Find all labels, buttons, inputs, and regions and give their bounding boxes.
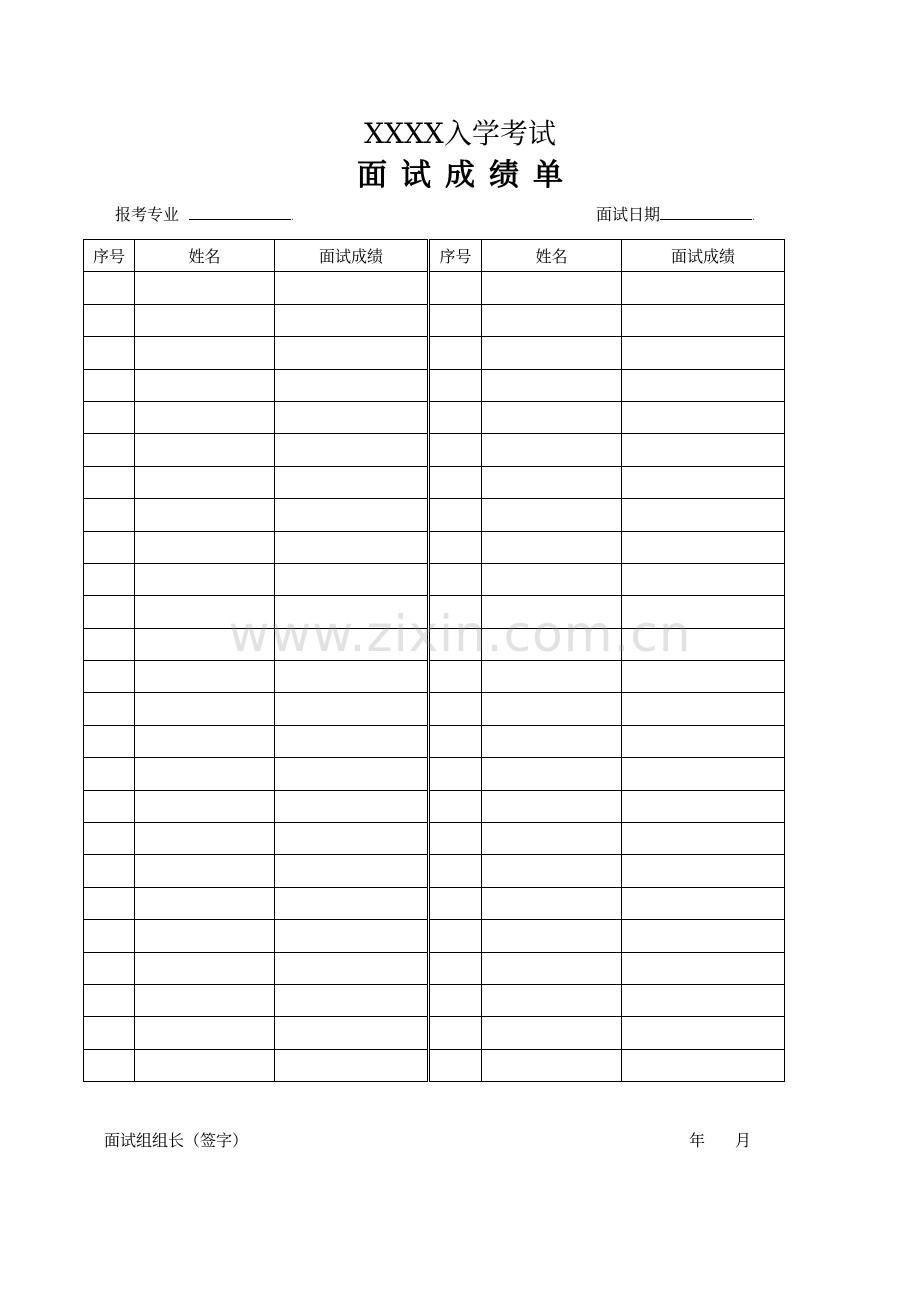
score-cell[interactable] — [622, 952, 785, 984]
name-cell[interactable] — [135, 1049, 275, 1081]
table-row — [430, 725, 785, 757]
serial-cell[interactable] — [430, 661, 482, 693]
leader-signature-label: 面试组组长（签字） — [104, 1131, 249, 1150]
serial-cell[interactable] — [84, 337, 135, 369]
name-cell[interactable] — [135, 401, 275, 433]
month-label: 月 — [735, 1131, 752, 1150]
table-row — [430, 1017, 785, 1049]
name-cell[interactable] — [135, 855, 275, 887]
table-row — [430, 984, 785, 1016]
table-row — [430, 369, 785, 401]
serial-cell[interactable] — [430, 693, 482, 725]
serial-cell[interactable] — [84, 952, 135, 984]
score-cell[interactable] — [275, 920, 428, 952]
score-cell[interactable] — [275, 304, 428, 336]
serial-cell[interactable] — [84, 531, 135, 563]
serial-cell[interactable] — [84, 887, 135, 919]
header-name: 姓名 — [482, 240, 622, 272]
serial-cell[interactable] — [430, 304, 482, 336]
serial-cell[interactable] — [84, 1049, 135, 1081]
score-cell[interactable] — [275, 272, 428, 304]
score-table-left — [83, 239, 428, 1082]
serial-cell[interactable] — [430, 369, 482, 401]
name-cell[interactable] — [482, 1017, 622, 1049]
name-cell[interactable] — [135, 499, 275, 531]
score-cell[interactable] — [622, 499, 785, 531]
table-row — [84, 887, 428, 919]
serial-cell[interactable] — [84, 758, 135, 790]
name-cell[interactable] — [135, 628, 275, 660]
serial-cell[interactable] — [430, 725, 482, 757]
serial-cell[interactable] — [430, 401, 482, 433]
header-row — [430, 240, 785, 272]
name-cell[interactable] — [482, 596, 622, 628]
serial-cell[interactable] — [430, 887, 482, 919]
serial-cell[interactable] — [84, 693, 135, 725]
name-cell[interactable] — [135, 790, 275, 822]
name-cell[interactable] — [135, 304, 275, 336]
score-cell[interactable] — [622, 661, 785, 693]
name-cell[interactable] — [482, 499, 622, 531]
score-cell[interactable] — [275, 596, 428, 628]
serial-cell[interactable] — [430, 758, 482, 790]
major-dot: . — [291, 212, 295, 223]
table-row — [430, 466, 785, 498]
score-cell[interactable] — [622, 693, 785, 725]
score-cell[interactable] — [275, 1049, 428, 1081]
table-row — [84, 531, 428, 563]
serial-cell[interactable] — [430, 823, 482, 855]
exam-title: XXXX入学考试 — [364, 117, 556, 150]
score-cell[interactable] — [622, 758, 785, 790]
serial-cell[interactable] — [430, 596, 482, 628]
serial-cell[interactable] — [430, 790, 482, 822]
score-cell[interactable] — [275, 499, 428, 531]
table-row — [84, 1017, 428, 1049]
score-cell[interactable] — [275, 337, 428, 369]
name-cell[interactable] — [482, 887, 622, 919]
name-cell[interactable] — [482, 823, 622, 855]
name-cell[interactable] — [135, 369, 275, 401]
score-cell[interactable] — [622, 304, 785, 336]
header-score: 面试成绩 — [622, 240, 785, 272]
score-cell[interactable] — [275, 661, 428, 693]
score-cell[interactable] — [622, 434, 785, 466]
serial-cell[interactable] — [84, 628, 135, 660]
name-cell[interactable] — [482, 725, 622, 757]
score-cell[interactable] — [275, 531, 428, 563]
score-cell[interactable] — [622, 1049, 785, 1081]
header-serial: 序号 — [430, 240, 482, 272]
name-cell[interactable] — [135, 758, 275, 790]
score-cell[interactable] — [275, 628, 428, 660]
sheet-title: 面试成绩单 — [357, 158, 577, 193]
serial-cell[interactable] — [84, 434, 135, 466]
header-serial: 序号 — [84, 240, 135, 272]
name-cell[interactable] — [482, 337, 622, 369]
serial-cell[interactable] — [430, 952, 482, 984]
serial-cell[interactable] — [430, 337, 482, 369]
score-cell[interactable] — [622, 337, 785, 369]
name-cell[interactable] — [482, 531, 622, 563]
score-cell[interactable] — [275, 563, 428, 595]
serial-cell[interactable] — [430, 920, 482, 952]
name-cell[interactable] — [135, 563, 275, 595]
name-cell[interactable] — [482, 758, 622, 790]
name-cell[interactable] — [482, 661, 622, 693]
table-row — [430, 531, 785, 563]
serial-cell[interactable] — [84, 272, 135, 304]
score-cell[interactable] — [275, 725, 428, 757]
name-cell[interactable] — [482, 434, 622, 466]
name-cell[interactable] — [135, 596, 275, 628]
table-row — [430, 563, 785, 595]
serial-cell[interactable] — [430, 531, 482, 563]
score-cell[interactable] — [275, 434, 428, 466]
serial-cell[interactable] — [84, 790, 135, 822]
score-cell[interactable] — [275, 952, 428, 984]
name-cell[interactable] — [482, 693, 622, 725]
name-cell[interactable] — [135, 823, 275, 855]
year-label: 年 — [689, 1131, 706, 1150]
table-row — [430, 855, 785, 887]
major-blank[interactable] — [189, 203, 291, 220]
table-row — [430, 304, 785, 336]
serial-cell[interactable] — [84, 661, 135, 693]
watermark: www.zixin.com.cn — [228, 605, 692, 663]
name-cell[interactable] — [482, 272, 622, 304]
table-row — [84, 596, 428, 628]
table-row — [84, 1049, 428, 1081]
score-cell[interactable] — [622, 272, 785, 304]
name-cell[interactable] — [135, 1017, 275, 1049]
table-row — [84, 466, 428, 498]
name-cell[interactable] — [135, 693, 275, 725]
table-row — [430, 790, 785, 822]
table-row — [430, 596, 785, 628]
score-cell[interactable] — [622, 855, 785, 887]
name-cell[interactable] — [135, 887, 275, 919]
table-body-left — [84, 272, 428, 1082]
name-cell[interactable] — [482, 466, 622, 498]
name-cell[interactable] — [135, 466, 275, 498]
header-score: 面试成绩 — [275, 240, 428, 272]
table-row — [84, 725, 428, 757]
table-row — [430, 1049, 785, 1081]
serial-cell[interactable] — [84, 304, 135, 336]
serial-cell[interactable] — [430, 1017, 482, 1049]
table-row — [84, 758, 428, 790]
name-cell[interactable] — [135, 725, 275, 757]
score-cell[interactable] — [622, 563, 785, 595]
table-row — [430, 887, 785, 919]
signature-date — [689, 1130, 751, 1152]
score-cell[interactable] — [622, 823, 785, 855]
table-row — [430, 823, 785, 855]
serial-cell[interactable] — [84, 596, 135, 628]
score-cell[interactable] — [622, 369, 785, 401]
serial-cell[interactable] — [430, 628, 482, 660]
score-cell[interactable] — [622, 401, 785, 433]
name-cell[interactable] — [135, 920, 275, 952]
score-cell[interactable] — [275, 466, 428, 498]
table-row — [430, 401, 785, 433]
score-cell[interactable] — [622, 984, 785, 1016]
table-row — [430, 952, 785, 984]
table-row — [84, 693, 428, 725]
table-row — [430, 693, 785, 725]
date-field — [596, 203, 755, 229]
serial-cell[interactable] — [430, 466, 482, 498]
serial-cell[interactable] — [84, 369, 135, 401]
table-row — [84, 790, 428, 822]
name-cell[interactable] — [482, 952, 622, 984]
score-cell[interactable] — [622, 1017, 785, 1049]
table-row — [430, 628, 785, 660]
table-row — [430, 337, 785, 369]
header-name: 姓名 — [135, 240, 275, 272]
serial-cell[interactable] — [84, 563, 135, 595]
name-cell[interactable] — [135, 272, 275, 304]
table-row — [430, 272, 785, 304]
name-cell[interactable] — [482, 401, 622, 433]
score-cell[interactable] — [275, 758, 428, 790]
score-cell[interactable] — [622, 790, 785, 822]
name-cell[interactable] — [482, 628, 622, 660]
name-cell[interactable] — [482, 790, 622, 822]
serial-cell[interactable] — [84, 823, 135, 855]
name-cell[interactable] — [482, 369, 622, 401]
score-cell[interactable] — [275, 693, 428, 725]
serial-cell[interactable] — [84, 401, 135, 433]
name-cell[interactable] — [482, 304, 622, 336]
name-cell[interactable] — [482, 563, 622, 595]
name-cell[interactable] — [135, 661, 275, 693]
name-cell[interactable] — [482, 984, 622, 1016]
serial-cell[interactable] — [430, 434, 482, 466]
serial-cell[interactable] — [430, 499, 482, 531]
score-cell[interactable] — [622, 466, 785, 498]
score-cell[interactable] — [622, 628, 785, 660]
date-blank[interactable] — [660, 203, 752, 220]
serial-cell[interactable] — [430, 984, 482, 1016]
serial-cell[interactable] — [84, 499, 135, 531]
table-row — [84, 823, 428, 855]
score-cell[interactable] — [275, 855, 428, 887]
table-row — [430, 758, 785, 790]
name-cell[interactable] — [135, 531, 275, 563]
name-cell[interactable] — [135, 434, 275, 466]
table-row — [84, 337, 428, 369]
serial-cell[interactable] — [84, 1017, 135, 1049]
name-cell[interactable] — [482, 1049, 622, 1081]
table-row — [84, 272, 428, 304]
score-table-right — [429, 239, 785, 1082]
table-body-right — [430, 272, 785, 1082]
table-row — [84, 920, 428, 952]
serial-cell[interactable] — [430, 272, 482, 304]
date-dot: . — [752, 212, 756, 223]
name-cell[interactable] — [135, 337, 275, 369]
serial-cell[interactable] — [430, 563, 482, 595]
score-cell[interactable] — [622, 596, 785, 628]
table-row — [84, 401, 428, 433]
serial-cell[interactable] — [430, 855, 482, 887]
table-row — [84, 628, 428, 660]
score-cell[interactable] — [275, 887, 428, 919]
score-cell[interactable] — [622, 920, 785, 952]
table-row — [84, 855, 428, 887]
table-row — [84, 499, 428, 531]
date-label: 面试日期 — [596, 205, 661, 224]
score-cell[interactable] — [622, 725, 785, 757]
table-row — [84, 952, 428, 984]
score-cell[interactable] — [275, 984, 428, 1016]
name-cell[interactable] — [482, 855, 622, 887]
serial-cell[interactable] — [84, 725, 135, 757]
serial-cell[interactable] — [84, 466, 135, 498]
table-row — [84, 661, 428, 693]
table-row — [84, 369, 428, 401]
table-row — [84, 304, 428, 336]
table-row — [84, 434, 428, 466]
serial-cell[interactable] — [430, 1049, 482, 1081]
score-cell[interactable] — [275, 1017, 428, 1049]
name-cell[interactable] — [482, 920, 622, 952]
table-row — [84, 563, 428, 595]
score-cell[interactable] — [275, 823, 428, 855]
header-row — [84, 240, 428, 272]
major-label: 报考专业 — [115, 205, 180, 224]
table-row — [430, 434, 785, 466]
score-cell[interactable] — [275, 369, 428, 401]
score-cell[interactable] — [275, 790, 428, 822]
score-cell[interactable] — [622, 531, 785, 563]
table-row — [84, 984, 428, 1016]
serial-cell[interactable] — [84, 920, 135, 952]
serial-cell[interactable] — [84, 984, 135, 1016]
table-row — [430, 499, 785, 531]
major-field — [115, 203, 294, 229]
score-cell[interactable] — [622, 887, 785, 919]
table-row — [430, 920, 785, 952]
name-cell[interactable] — [135, 952, 275, 984]
score-cell[interactable] — [275, 401, 428, 433]
name-cell[interactable] — [135, 984, 275, 1016]
table-row — [430, 661, 785, 693]
serial-cell[interactable] — [84, 855, 135, 887]
